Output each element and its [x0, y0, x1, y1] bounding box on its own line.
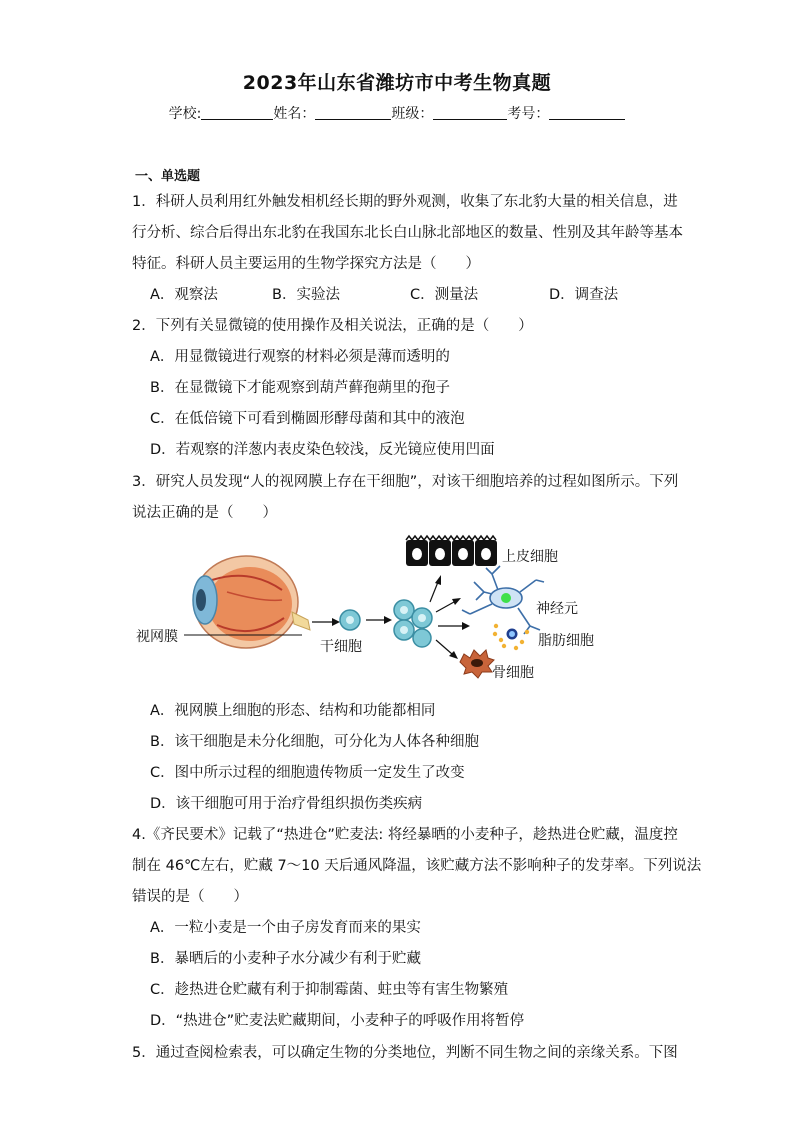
- q3-line: 说法正确的是（ ）: [132, 505, 277, 521]
- q3-option-a: A．视网膜上细胞的形态、结构和功能都相同: [150, 703, 436, 719]
- q1-option-c: C．测量法: [410, 287, 479, 303]
- stem-cell-icon: [340, 610, 360, 630]
- neuron-icon: [462, 566, 544, 634]
- student-info-row: [0, 103, 794, 123]
- q2-option-c: C．在低倍镜下可看到椭圆形酵母菌和其中的液泡: [150, 411, 465, 427]
- q4-option-c: C．趁热进仓贮藏有利于抑制霉菌、蛀虫等有害生物繁殖: [150, 982, 509, 998]
- q4-line: 制在 46℃左右，贮藏 7～10 天后通风降温，该贮藏方法不影响种子的发芽率。下列说法: [132, 858, 702, 874]
- q5-line: 5．通过查阅检索表，可以确定生物的分类地位，判断不同生物之间的亲缘关系。下图: [132, 1045, 678, 1061]
- name-label: 姓名：: [273, 106, 316, 122]
- q2-line: 2．下列有关显微镜的使用操作及相关说法，正确的是（ ）: [132, 318, 533, 334]
- q4-line: 错误的是（ ）: [132, 889, 248, 905]
- section-heading: 一、单选题: [135, 169, 201, 184]
- epithelial-cell-label: 上皮细胞: [502, 549, 558, 565]
- q4-line: 4.《齐民要术》记载了“热进仓”贮麦法: 将经暴晒的小麦种子，趁热进仓贮藏，温度控: [132, 827, 678, 843]
- q4-option-d: D．“热进仓”贮麦法贮藏期间，小麦种子的呼吸作用将暂停: [150, 1013, 525, 1029]
- bone-cell-label: 骨细胞: [492, 665, 534, 681]
- class-blank: [433, 105, 507, 120]
- school-label: 学校:: [168, 106, 202, 122]
- q4-option-b: B．暴晒后的小麦种子水分减少有利于贮藏: [150, 951, 421, 967]
- school-blank: [201, 105, 273, 120]
- q3-option-b: B．该干细胞是未分化细胞，可分化为人体各种细胞: [150, 734, 479, 750]
- q2-option-d: D．若观察的洋葱内表皮染色较浅，反光镜应使用凹面: [150, 442, 495, 458]
- neuron-label: 神经元: [536, 601, 578, 617]
- name-blank: [315, 105, 391, 120]
- epithelial-cells-icon: [406, 536, 497, 566]
- fat-cell-label: 脂肪细胞: [538, 633, 594, 649]
- stem-cell-label: 干细胞: [320, 639, 362, 655]
- q3-option-c: C．图中所示过程的细胞遗传物质一定发生了改变: [150, 765, 465, 781]
- q4-option-a: A．一粒小麦是一个由子房发育而来的果实: [150, 920, 421, 936]
- q1-line: 行分析、综合后得出东北豹在我国东北长白山脉北部地区的数量、性别及其年龄等基本: [132, 225, 683, 241]
- fat-cells-icon: [493, 624, 529, 650]
- stem-cell-diagram: [132, 530, 652, 690]
- q1-line: 特征。科研人员主要运用的生物学探究方法是（ ）: [132, 256, 480, 272]
- q3-line: 3．研究人员发现“人的视网膜上存在干细胞”，对该干细胞培养的过程如图所示。下列: [132, 474, 679, 490]
- q1-option-a: A．观察法: [150, 287, 218, 303]
- exam-no-blank: [549, 105, 625, 120]
- q1-line: 1．科研人员利用红外触发相机经长期的野外观测，收集了东北豹大量的相关信息，进: [132, 194, 678, 210]
- class-label: 班级：: [391, 106, 434, 122]
- q1-option-b: B．实验法: [272, 287, 340, 303]
- eye-icon: [193, 556, 310, 648]
- q2-option-b: B．在显微镜下才能观察到葫芦藓孢蒴里的孢子: [150, 380, 450, 396]
- page-title: 2023年山东省潍坊市中考生物真题: [242, 72, 552, 94]
- q2-option-a: A．用显微镜进行观察的材料必须是薄而透明的: [150, 349, 450, 365]
- stem-cell-cluster-icon: [394, 600, 432, 647]
- q1-option-d: D．调查法: [549, 287, 619, 303]
- q3-option-d: D．该干细胞可用于治疗骨组织损伤类疾病: [150, 796, 423, 812]
- bone-cell-icon: [460, 650, 494, 678]
- retina-label: 视网膜: [136, 629, 178, 645]
- exam-no-label: 考号：: [507, 106, 550, 122]
